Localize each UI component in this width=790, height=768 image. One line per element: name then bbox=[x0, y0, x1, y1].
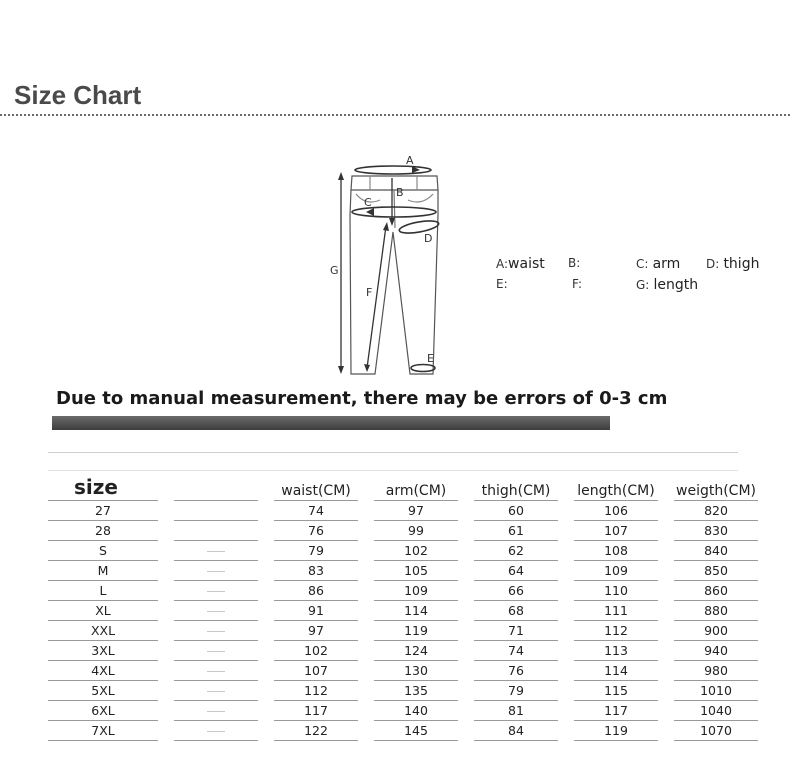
cell-waist: 117 bbox=[274, 701, 358, 721]
cell-length: 109 bbox=[574, 561, 658, 581]
cell-weight: 840 bbox=[674, 541, 758, 561]
cell-thigh: 74 bbox=[474, 641, 558, 661]
cell-weight: 1040 bbox=[674, 701, 758, 721]
diagram-label-c: C bbox=[364, 196, 372, 209]
legend-c: C: arm bbox=[636, 256, 681, 272]
cell-weight: 1010 bbox=[674, 681, 758, 701]
cell-thigh: 66 bbox=[474, 581, 558, 601]
blank-cell bbox=[174, 641, 258, 661]
cell-thigh: 71 bbox=[474, 621, 558, 641]
faded-mark bbox=[207, 651, 225, 652]
hem-measure-ellipse bbox=[411, 365, 435, 372]
blank-cell bbox=[174, 701, 258, 721]
cell-size: 28 bbox=[48, 521, 158, 541]
cell-waist: 74 bbox=[274, 501, 358, 521]
cell-weight: 1070 bbox=[674, 721, 758, 741]
cell-thigh: 79 bbox=[474, 681, 558, 701]
cell-length: 107 bbox=[574, 521, 658, 541]
diagram-label-e: E bbox=[427, 352, 434, 365]
cell-length: 110 bbox=[574, 581, 658, 601]
cell-weight: 830 bbox=[674, 521, 758, 541]
cell-waist: 102 bbox=[274, 641, 358, 661]
cell-arm: 130 bbox=[374, 661, 458, 681]
cell-length: 113 bbox=[574, 641, 658, 661]
blank-cell bbox=[174, 561, 258, 581]
cell-size: 6XL bbox=[48, 701, 158, 721]
cell-waist: 122 bbox=[274, 721, 358, 741]
legend-a: A:waist bbox=[496, 256, 545, 272]
diagram-label-a: A bbox=[406, 154, 414, 167]
legend-g: G: length bbox=[636, 277, 699, 293]
cell-arm: 97 bbox=[374, 501, 458, 521]
blank-cell bbox=[174, 681, 258, 701]
table-row bbox=[48, 561, 758, 581]
legend-f: F: bbox=[572, 277, 583, 291]
cell-waist: 97 bbox=[274, 621, 358, 641]
cell-length: 108 bbox=[574, 541, 658, 561]
cell-weight: 900 bbox=[674, 621, 758, 641]
waistband-outline bbox=[351, 176, 438, 190]
blank-cell bbox=[174, 541, 258, 561]
cell-thigh: 84 bbox=[474, 721, 558, 741]
cell-size: 7XL bbox=[48, 721, 158, 741]
cell-length: 112 bbox=[574, 621, 658, 641]
table-row bbox=[48, 681, 758, 701]
blank-cell bbox=[174, 581, 258, 601]
table-row bbox=[48, 701, 758, 721]
legend-b: B: bbox=[568, 256, 581, 270]
diagram-label-g: G bbox=[330, 264, 339, 277]
blank-cell bbox=[174, 501, 258, 521]
faded-mark bbox=[207, 631, 225, 632]
cell-arm: 99 bbox=[374, 521, 458, 541]
header-arm: arm(CM) bbox=[374, 475, 458, 501]
faded-mark bbox=[207, 611, 225, 612]
header-weight: weigth(CM) bbox=[674, 475, 758, 501]
faded-mark bbox=[207, 591, 225, 592]
cell-weight: 940 bbox=[674, 641, 758, 661]
cell-waist: 79 bbox=[274, 541, 358, 561]
blank-cell bbox=[174, 721, 258, 741]
cell-thigh: 81 bbox=[474, 701, 558, 721]
cell-waist: 91 bbox=[274, 601, 358, 621]
cell-arm: 102 bbox=[374, 541, 458, 561]
cell-size: 4XL bbox=[48, 661, 158, 681]
blank-cell bbox=[174, 661, 258, 681]
size-table bbox=[48, 475, 758, 741]
blank-cell bbox=[174, 621, 258, 641]
cell-waist: 112 bbox=[274, 681, 358, 701]
header-size: size bbox=[48, 475, 158, 501]
thigh-measure-ellipse bbox=[398, 219, 439, 236]
cell-arm: 119 bbox=[374, 621, 458, 641]
header-thigh: thigh(CM) bbox=[474, 475, 558, 501]
cell-length: 115 bbox=[574, 681, 658, 701]
cell-size: 3XL bbox=[48, 641, 158, 661]
cell-waist: 107 bbox=[274, 661, 358, 681]
table-top-rule-2 bbox=[48, 470, 738, 471]
blank-cell bbox=[174, 521, 258, 541]
cell-arm: 135 bbox=[374, 681, 458, 701]
header-waist: waist(CM) bbox=[274, 475, 358, 501]
cell-arm: 145 bbox=[374, 721, 458, 741]
table-row bbox=[48, 641, 758, 661]
faded-mark bbox=[207, 571, 225, 572]
cell-thigh: 76 bbox=[474, 661, 558, 681]
table-row bbox=[48, 541, 758, 561]
cell-waist: 83 bbox=[274, 561, 358, 581]
notice-bar bbox=[52, 416, 610, 430]
cell-arm: 124 bbox=[374, 641, 458, 661]
cell-weight: 820 bbox=[674, 501, 758, 521]
page-title: Size Chart bbox=[14, 80, 142, 110]
cell-weight: 880 bbox=[674, 601, 758, 621]
cell-size: S bbox=[48, 541, 158, 561]
cell-waist: 76 bbox=[274, 521, 358, 541]
cell-length: 114 bbox=[574, 661, 658, 681]
cell-size: XXL bbox=[48, 621, 158, 641]
cell-size: XL bbox=[48, 601, 158, 621]
diagram-label-d: D bbox=[424, 232, 433, 245]
cell-weight: 860 bbox=[674, 581, 758, 601]
cell-thigh: 68 bbox=[474, 601, 558, 621]
diagram-label-f: F bbox=[366, 286, 373, 299]
table-row bbox=[48, 521, 758, 541]
blank-cell bbox=[174, 601, 258, 621]
table-row bbox=[48, 661, 758, 681]
cell-arm: 109 bbox=[374, 581, 458, 601]
cell-arm: 114 bbox=[374, 601, 458, 621]
diagram-label-b: B bbox=[396, 186, 404, 199]
faded-mark bbox=[207, 711, 225, 712]
cell-length: 119 bbox=[574, 721, 658, 741]
cell-size: L bbox=[48, 581, 158, 601]
table-header-row bbox=[48, 475, 758, 501]
cell-thigh: 62 bbox=[474, 541, 558, 561]
faded-mark bbox=[207, 671, 225, 672]
cell-length: 117 bbox=[574, 701, 658, 721]
table-row bbox=[48, 601, 758, 621]
table-row bbox=[48, 621, 758, 641]
table-row bbox=[48, 721, 758, 741]
legend-d: D: thigh bbox=[706, 256, 760, 272]
cell-arm: 105 bbox=[374, 561, 458, 581]
table-top-rule bbox=[48, 452, 738, 453]
faded-mark bbox=[207, 691, 225, 692]
faded-mark bbox=[207, 551, 225, 552]
cell-arm: 140 bbox=[374, 701, 458, 721]
cell-thigh: 61 bbox=[474, 521, 558, 541]
cell-weight: 850 bbox=[674, 561, 758, 581]
table-row bbox=[48, 501, 758, 521]
cell-thigh: 60 bbox=[474, 501, 558, 521]
header-blank bbox=[174, 475, 258, 501]
cell-size: 27 bbox=[48, 501, 158, 521]
cell-weight: 980 bbox=[674, 661, 758, 681]
legend-e: E: bbox=[496, 277, 508, 291]
faded-mark bbox=[207, 731, 225, 732]
cell-length: 106 bbox=[574, 501, 658, 521]
cell-thigh: 64 bbox=[474, 561, 558, 581]
cell-length: 111 bbox=[574, 601, 658, 621]
measurement-notice: Due to manual measurement, there may be errors of 0-3 cm bbox=[56, 388, 668, 409]
table-row bbox=[48, 581, 758, 601]
cell-size: M bbox=[48, 561, 158, 581]
cell-size: 5XL bbox=[48, 681, 158, 701]
cell-waist: 86 bbox=[274, 581, 358, 601]
header-length: length(CM) bbox=[574, 475, 658, 501]
